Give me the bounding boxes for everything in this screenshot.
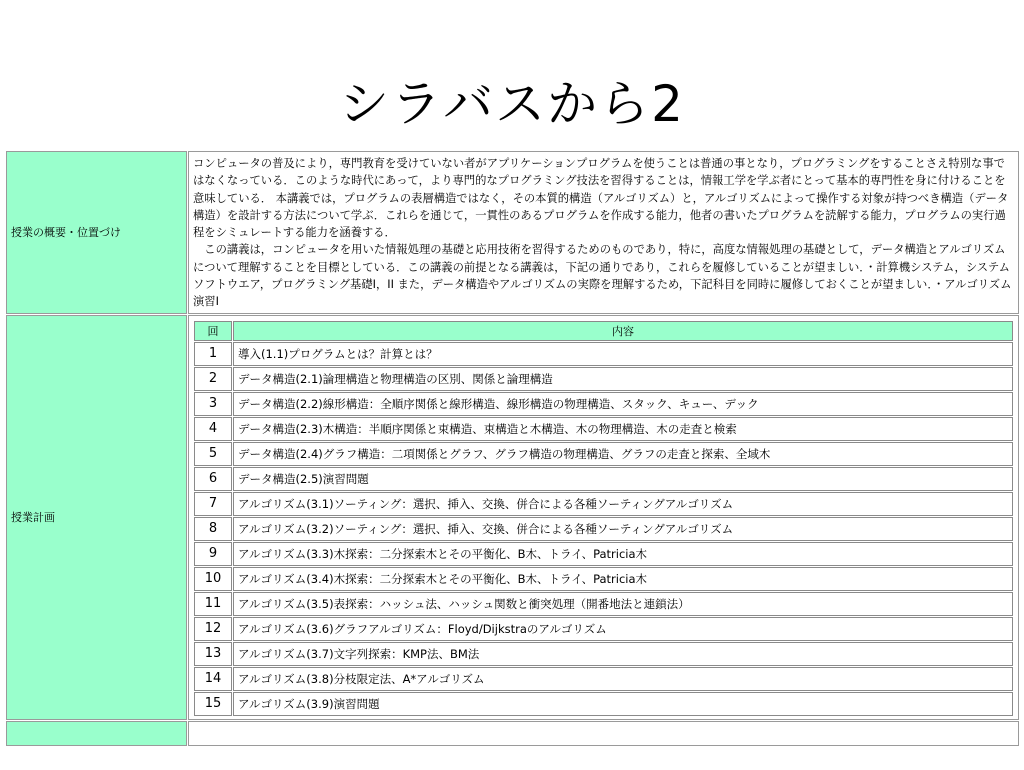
overview-label: 授業の概要・位置づけ [6, 151, 187, 314]
plan-row-number: 6 [194, 467, 232, 491]
plan-label: 授業計画 [6, 315, 187, 720]
plan-row-number: 10 [194, 567, 232, 591]
plan-row-content: データ構造(2.3)木構造：半順序関係と束構造、束構造と木構造、木の物理構造、木の走査と検索 [233, 417, 1013, 441]
plan-row-item [194, 367, 1013, 391]
plan-row-content: データ構造(2.1)論理構造と物理構造の区別、関係と論理構造 [233, 367, 1013, 391]
plan-row-content: アルゴリズム(3.1)ソーティング：選択、挿入、交換、併合による各種ソーティングアルゴリズム [233, 492, 1013, 516]
plan-row-item [194, 517, 1013, 541]
plan-row-content: アルゴリズム(3.9)演習問題 [233, 692, 1013, 716]
syllabus-table-container [5, 150, 1020, 770]
plan-row-number: 2 [194, 367, 232, 391]
plan-row-content: データ構造(2.4)グラフ構造：二項関係とグラフ、グラフ構造の物理構造、グラフの走査と探索、全域木 [233, 442, 1013, 466]
plan-row-number: 3 [194, 392, 232, 416]
overview-paragraph-1: コンピュータの普及により，専門教育を受けていない者がアプリケーションプログラムを使うことは普通の事となり，プログラミングをすることさえ特別な事ではなくなっている．このような時代にあって，より専門的なプログラミング技法を習得することは，情報工学を学ぶ者にとって基本的専門性を身に付けることを意味している． 本講義では，プログラムの表層構造ではなく，その本質的構造（アルゴリズム）と，アルゴリズムによって操作する対象が持つべき構造（データ構造）を設計する方法について学ぶ．これらを通じて，一貫性のあるプログラムを作成する能力，他者の書いたプログラムを読解する能力，プログラムの実行過程をシミュレートする能力を涵養する． [193, 157, 1009, 240]
plan-header-content: 内容 [233, 321, 1013, 341]
plan-row-item [194, 417, 1013, 441]
plan-row-item [194, 492, 1013, 516]
overview-paragraph-2: この講義は，コンピュータを用いた情報処理の基礎と応用技術を習得するためのものであり，特に，高度な情報処理の基礎として，データ構造とアルゴリズムについて理解することを目標としている．この講義の前提となる講義は，下記の通りであり，これらを履修していることが望ましい．・計算機システム，システムソフトウエア，プログラミング基礎I，II また，データ構造やアルゴリズムの実際を理解するため，下記科目を同時に履修しておくことが望ましい．・アルゴリズム演習I [193, 243, 1012, 309]
slide-title: シラバスから2 [339, 75, 685, 133]
plan-row-content: データ構造(2.2)線形構造：全順序関係と線形構造、線形構造の物理構造、スタック、キュー、デック [233, 392, 1013, 416]
plan-row-content: アルゴリズム(3.8)分枝限定法、A*アルゴリズム [233, 667, 1013, 691]
next-row-content [188, 721, 1019, 746]
plan-row-item [194, 667, 1013, 691]
plan-row-content: 導入(1.1)プログラムとは？計算とは？ [233, 342, 1013, 366]
plan-row-number: 7 [194, 492, 232, 516]
plan-row-number: 1 [194, 342, 232, 366]
plan-row-number: 11 [194, 592, 232, 616]
plan-row-content: アルゴリズム(3.3)木探索：二分探索木とその平衡化、B木、トライ、Patricia木 [233, 542, 1013, 566]
syllabus-table [5, 150, 1020, 747]
plan-row-number: 13 [194, 642, 232, 666]
overview-content [188, 151, 1019, 314]
plan-row-number: 5 [194, 442, 232, 466]
plan-table [193, 320, 1014, 717]
plan-row-item [194, 392, 1013, 416]
plan-row-item [194, 617, 1013, 641]
plan-row-item [194, 467, 1013, 491]
plan-row-number: 14 [194, 667, 232, 691]
plan-row-content: データ構造(2.5)演習問題 [233, 467, 1013, 491]
plan-row-content: アルゴリズム(3.5)表探索：ハッシュ法、ハッシュ関数と衝突処理（開番地法と連鎖法） [233, 592, 1013, 616]
plan-header-num: 回 [194, 321, 232, 341]
plan-header-row [194, 321, 1013, 341]
plan-content [188, 315, 1019, 720]
next-row [6, 721, 1019, 746]
plan-row-number: 15 [194, 692, 232, 716]
plan-row-item [194, 542, 1013, 566]
plan-row [6, 315, 1019, 720]
plan-row-content: アルゴリズム(3.7)文字列探索：KMP法、BM法 [233, 642, 1013, 666]
plan-body [194, 342, 1013, 716]
plan-row-item [194, 642, 1013, 666]
plan-row-number: 12 [194, 617, 232, 641]
plan-row-item [194, 692, 1013, 716]
overview-text [193, 155, 1014, 311]
plan-row-item [194, 567, 1013, 591]
plan-row-content: アルゴリズム(3.4)木探索：二分探索木とその平衡化、B木、トライ、Patricia木 [233, 567, 1013, 591]
plan-row-item [194, 592, 1013, 616]
plan-row-item [194, 342, 1013, 366]
plan-row-number: 4 [194, 417, 232, 441]
plan-row-number: 8 [194, 517, 232, 541]
next-row-label [6, 721, 187, 746]
plan-row-item [194, 442, 1013, 466]
plan-row-number: 9 [194, 542, 232, 566]
plan-row-content: アルゴリズム(3.6)グラフアルゴリズム：Floyd/Dijkstraのアルゴリズム [233, 617, 1013, 641]
overview-row [6, 151, 1019, 314]
plan-row-content: アルゴリズム(3.2)ソーティング：選択、挿入、交換、併合による各種ソーティングアルゴリズム [233, 517, 1013, 541]
